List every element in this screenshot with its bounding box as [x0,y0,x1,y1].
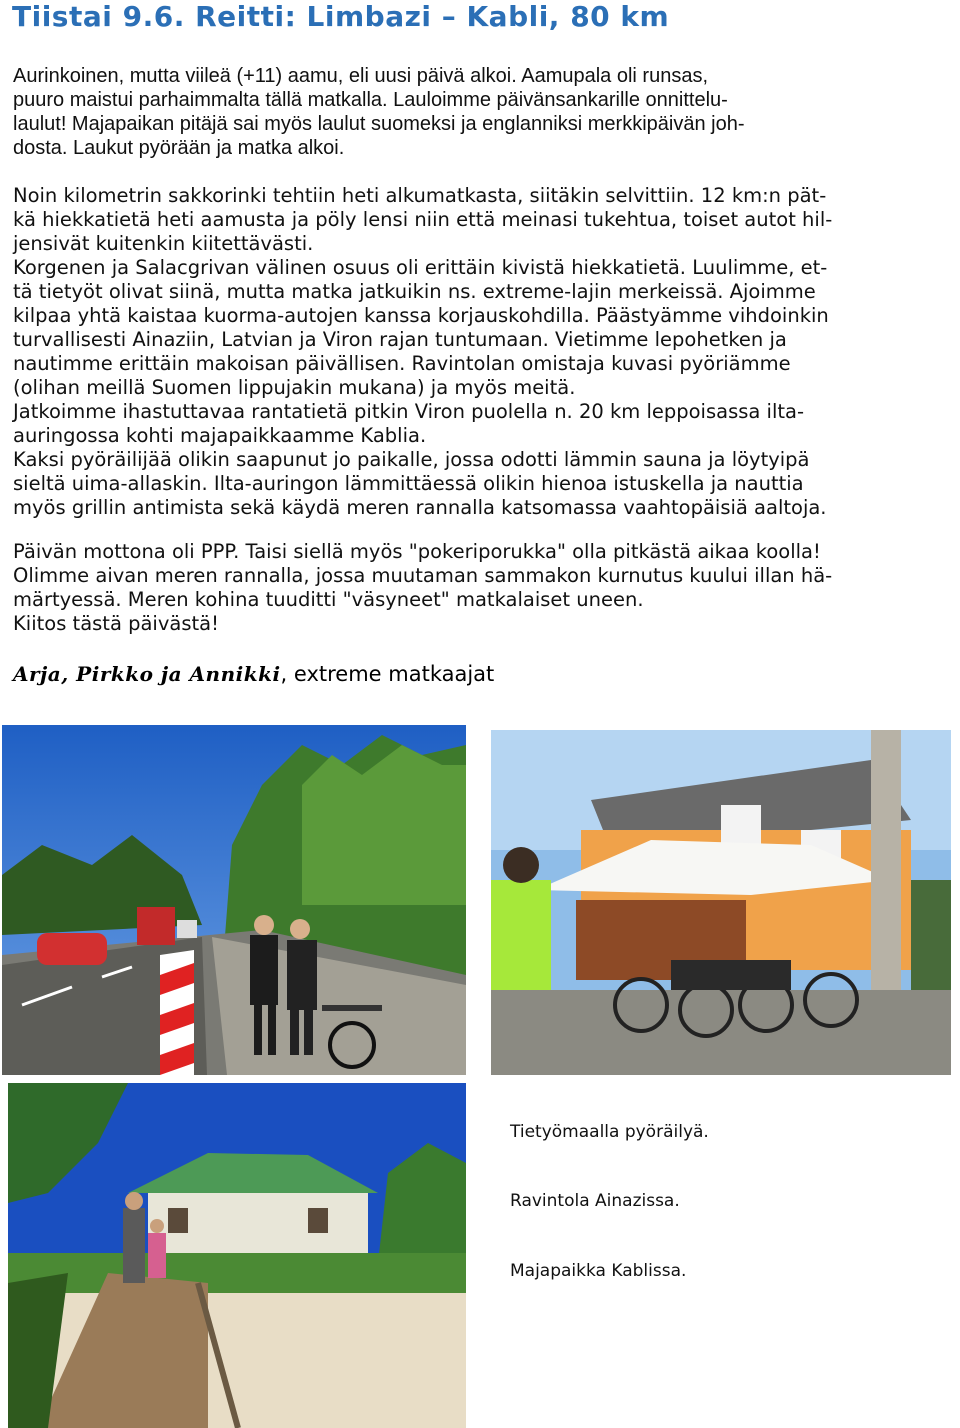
photo-restaurant [491,730,951,1075]
paragraph-morning [13,64,953,160]
text-line: auringossa kohti majapaikkaamme Kablia. [13,424,427,447]
text-line: sieltä uima-allaskin. Ilta-auringon lämmittäessä olikin hienoa istuskella ja nauttia [13,472,804,495]
text-line: märtyessä. Meren kohina tuuditti "väsyneet" matkalaiset uneen. [13,588,644,611]
text-line: nautimme erittäin makoisan päivällisen. Ravintolan omistaja kuvasi pyöriämme [13,352,791,375]
signature-names: Arja, Pirkko ja Annikki [13,662,281,686]
signature-rest: , extreme matkaajat [280,662,495,686]
page-title: Tiistai 9.6. Reitti: Limbazi – Kabli, 80 km [12,0,670,33]
text-line: kilpaa yhtä kaistaa kuorma-autojen kanssa korjauskohdilla. Päästyämme vihdoinkin [13,304,829,327]
text-line: turvallisesti Ainaziin, Latvian ja Viron rajan tuntumaan. Vietimme lepohetken ja [13,328,787,351]
text-line: kä hiekkatietä heti aamusta ja pöly lensi niin että meinasi tukehtua, toiset autot hil- [13,208,833,231]
text-line: Aurinkoinen, mutta viileä (+11) aamu, eli uusi päivä alkoi. Aamupala oli runsas, [13,65,708,87]
text-line: Olimme aivan meren rannalla, jossa muutaman sammakon kurnutus kuului illan hä- [13,564,833,587]
caption-roadwork: Tietyömaalla pyöräilyä. [510,1122,709,1142]
text-line: laulut! Majapaikan pitäjä sai myös laulut suomeksi ja englanniksi merkkipäivän joh- [13,113,745,135]
text-line: jensivät kuitenkin kiitettävästi. [13,232,314,255]
text-line: Päivän mottona oli PPP. Taisi siellä myös "pokeriporukka" olla pitkästä aikaa koolla! [13,540,821,563]
caption-lodging: Majapaikka Kablissa. [510,1261,687,1281]
text-line: myös grillin antimista sekä käydä meren rannalla katsomassa vaahtopäisiä aaltoja. [13,496,827,519]
paragraph-route [13,184,953,520]
photo-lodging [8,1083,466,1428]
caption-restaurant: Ravintola Ainazissa. [510,1191,680,1211]
text-line: Noin kilometrin sakkorinki tehtiin heti alkumatkasta, siitäkin selvittiin. 12 km:n pät- [13,184,827,207]
text-line: dosta. Laukut pyörään ja matka alkoi. [13,137,345,159]
text-line: puuro maistui parhaimmalta tällä matkalla. Lauloimme päivänsankarille onnittelu- [13,89,728,111]
text-line: tä tietyöt olivat siinä, mutta matka jatkuikin ns. extreme-lajin merkeissä. Ajoimme [13,280,816,303]
text-line: (olihan meillä Suomen lippujakin mukana) ja myös meitä. [13,376,576,399]
signature [13,660,494,688]
photo-roadwork [2,725,466,1075]
text-line: Jatkoimme ihastuttavaa rantatietä pitkin Viron puolella n. 20 km leppoisassa ilta- [13,400,805,423]
text-line: Korgenen ja Salacgrivan välinen osuus oli erittäin kivistä hiekkatietä. Luulimme, et- [13,256,828,279]
text-line: Kiitos tästä päivästä! [13,612,219,635]
paragraph-evening [13,540,953,636]
text-line: Kaksi pyöräilijää olikin saapunut jo paikalle, jossa odotti lämmin sauna ja löytyipä [13,448,810,471]
